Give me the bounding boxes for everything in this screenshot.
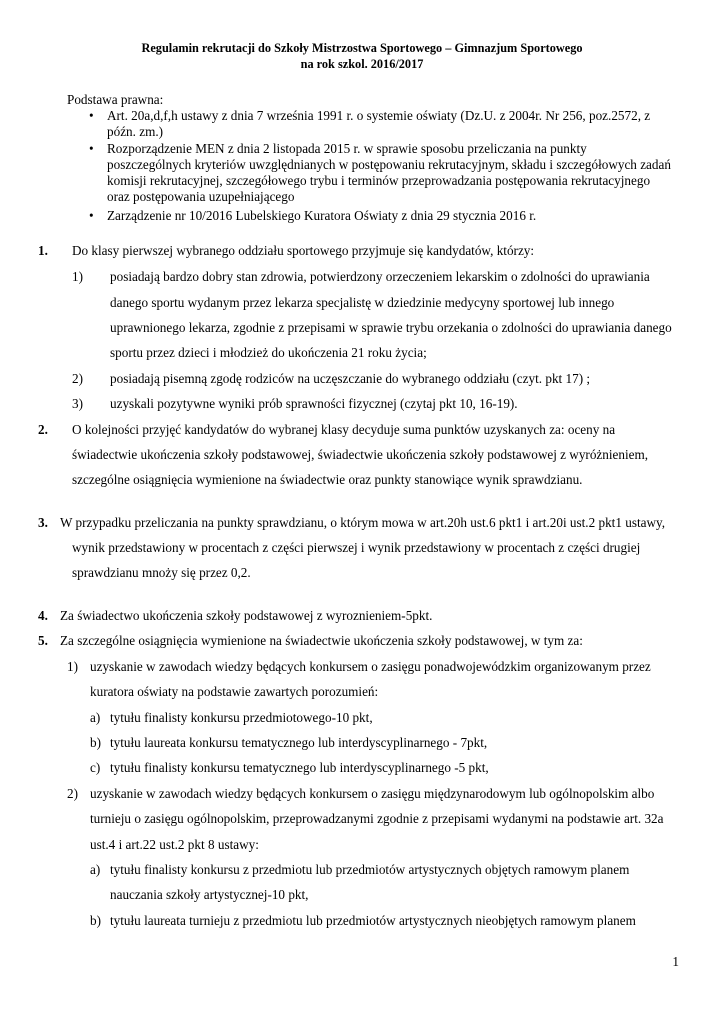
section-3-line-1: W przypadku przeliczania na punkty sprawdzianu, o którym mowa w art.20h ust.6 pkt1 i art.20i ust.2 pkt1 ustawy, [60,515,666,530]
legal-basis-item-3-line-1: Zarządzenie nr 10/2016 Lubelskiego Kuratora Oświaty z dnia 29 stycznia 2016 r. [107,208,537,223]
page-number: 1 [672,954,679,969]
section-4-number: 4. [38,608,48,623]
section-5-item-2-sub-a-line-2: nauczania szkoły artystycznej-10 pkt, [110,887,309,902]
section-5-item-1-sub-b-number: b) [90,735,101,750]
section-2-line-1: O kolejności przyjęć kandydatów do wybranej klasy decyduje suma punktów uzyskanych za: oceny na [72,422,616,437]
section-5-line-1: Za szczególne osiągnięcia wymienione na świadectwie ukończenia szkoły podstawowej, w tym za: [60,633,583,648]
section-5-item-1-sub-c-number: c) [90,760,101,775]
bullet-icon: • [89,141,94,156]
section-1-number: 1. [38,243,48,258]
section-3-line-2: wynik przedstawiony w procentach z części pierwszej i wynik przedstawiony w procentach z części drugiej [72,540,641,555]
section-3-line-3: sprawdzianu mnoży się przez 0,2. [72,565,251,580]
section-1-item-1-line-3: uprawnionego lekarza, zgodnie z przepisami w sprawie trybu orzekania o zdolności do uprawiania danego [110,320,672,335]
document-title-line-2: na rok szkol. 2016/2017 [300,57,424,71]
section-1-item-3-number: 3) [72,396,83,411]
section-5-item-2-sub-b-line-1: tytułu laureata turnieju z przedmiotu lub przedmiotów artystycznych nieobjętych ramowym planem [110,913,636,928]
legal-basis-item-2-line-2: poszczególnych kryteriów uwzględnianych w postępowaniu rekrutacyjnym, składu i szczegółowych zadań [107,157,671,172]
section-5-number: 5. [38,633,48,648]
section-1-item-1-line-2: danego sportu wydanym przez lekarza specjalistę w dziedzinie medycyny sportowej lub innego [110,295,615,310]
section-5-item-1-sub-a-line-1: tytułu finalisty konkursu przedmiotowego-10 pkt, [110,710,373,725]
section-2-number: 2. [38,422,48,437]
section-5-item-1-line-1: uzyskanie w zawodach wiedzy będących konkursem o zasięgu ponadwojewódzkim organizowanym przez [90,659,651,674]
section-5-item-2-line-3: ust.4 i art.22 ust.2 pkt 8 ustawy: [90,837,259,852]
section-5-item-2-sub-a-number: a) [90,862,101,877]
bullet-icon: • [89,208,94,223]
legal-basis-item-1-line-2: późn. zm.) [107,124,164,139]
bullet-icon: • [89,108,94,123]
section-1-line-1: Do klasy pierwszej wybranego oddziału sportowego przyjmuje się kandydatów, którzy: [72,243,535,258]
section-5-item-2-line-2: turnieju o zasięgu ogólnopolskim, przeprowadzanymi zgodnie z przepisami wydanymi na podstawie art. 32a [90,811,664,826]
section-5-item-1-sub-a-number: a) [90,710,101,725]
section-5-item-2-number: 2) [67,786,78,801]
section-3-number: 3. [38,515,48,530]
document-title-line-1: Regulamin rekrutacji do Szkoły Mistrzostwa Sportowego – Gimnazjum Sportowego [141,41,583,55]
section-5-item-2-line-1: uzyskanie w zawodach wiedzy będących konkursem o zasięgu międzynarodowym lub ogólnopolskim albo [90,786,655,801]
section-2-line-3: szczególne osiągnięcia wymienione na świadectwie oraz punkty stanowiące wynik sprawdzianu. [72,472,583,487]
legal-basis-item-2-line-3: komisji rekrutacyjnej, szczegółowego trybu i terminów przeprowadzania postępowania rekrutacyjnego [107,173,651,188]
section-1-item-2-number: 2) [72,371,83,386]
legal-basis-item-2-line-1: Rozporządzenie MEN z dnia 2 listopada 2015 r. w sprawie sposobu przeliczania na punkty [107,141,587,156]
legal-basis-heading: Podstawa prawna: [67,92,164,107]
legal-basis-item-2-line-4: oraz postępowania uzupełniającego [107,189,295,204]
section-5-item-1-sub-b-line-1: tytułu laureata konkursu tematycznego lub interdyscyplinarnego - 7pkt, [110,735,488,750]
section-5-item-2-sub-a-line-1: tytułu finalisty konkursu z przedmiotu lub przedmiotów artystycznych objętych ramowym planem [110,862,630,877]
legal-basis-item-1-line-1: Art. 20a,d,f,h ustawy z dnia 7 września 1991 r. o systemie oświaty (Dz.U. z 2004r. Nr 256, poz.2572, z [107,108,651,123]
section-1-item-1-number: 1) [72,269,83,284]
section-4-line-1: Za świadectwo ukończenia szkoły podstawowej z wyroznieniem-5pkt. [60,608,433,623]
section-2-line-2: świadectwie ukończenia szkoły podstawowej, świadectwie ukończenia szkoły podstawowej z wyróżnieniem, [72,447,649,462]
section-5-item-1-line-2: kuratora oświaty na podstawie zawartych porozumień: [90,684,379,699]
section-5-item-1-sub-c-line-1: tytułu finalisty konkursu tematycznego lub interdyscyplinarnego -5 pkt, [110,760,489,775]
section-1-item-2-line-1: posiadają pisemną zgodę rodziców na uczęszczanie do wybranego oddziału (czyt. pkt 17) ; [110,371,591,386]
section-5-item-1-number: 1) [67,659,78,674]
section-1-item-1-line-4: sportu przez dzieci i młodzież do ukończenia 21 roku życia; [110,345,427,360]
section-1-item-3-line-1: uzyskali pozytywne wyniki prób sprawności fizycznej (czytaj pkt 10, 16-19). [110,396,518,411]
section-5-item-2-sub-b-number: b) [90,913,101,928]
section-1-item-1-line-1: posiadają bardzo dobry stan zdrowia, potwierdzony orzeczeniem lekarskim o zdolności do uprawiania [110,269,650,284]
